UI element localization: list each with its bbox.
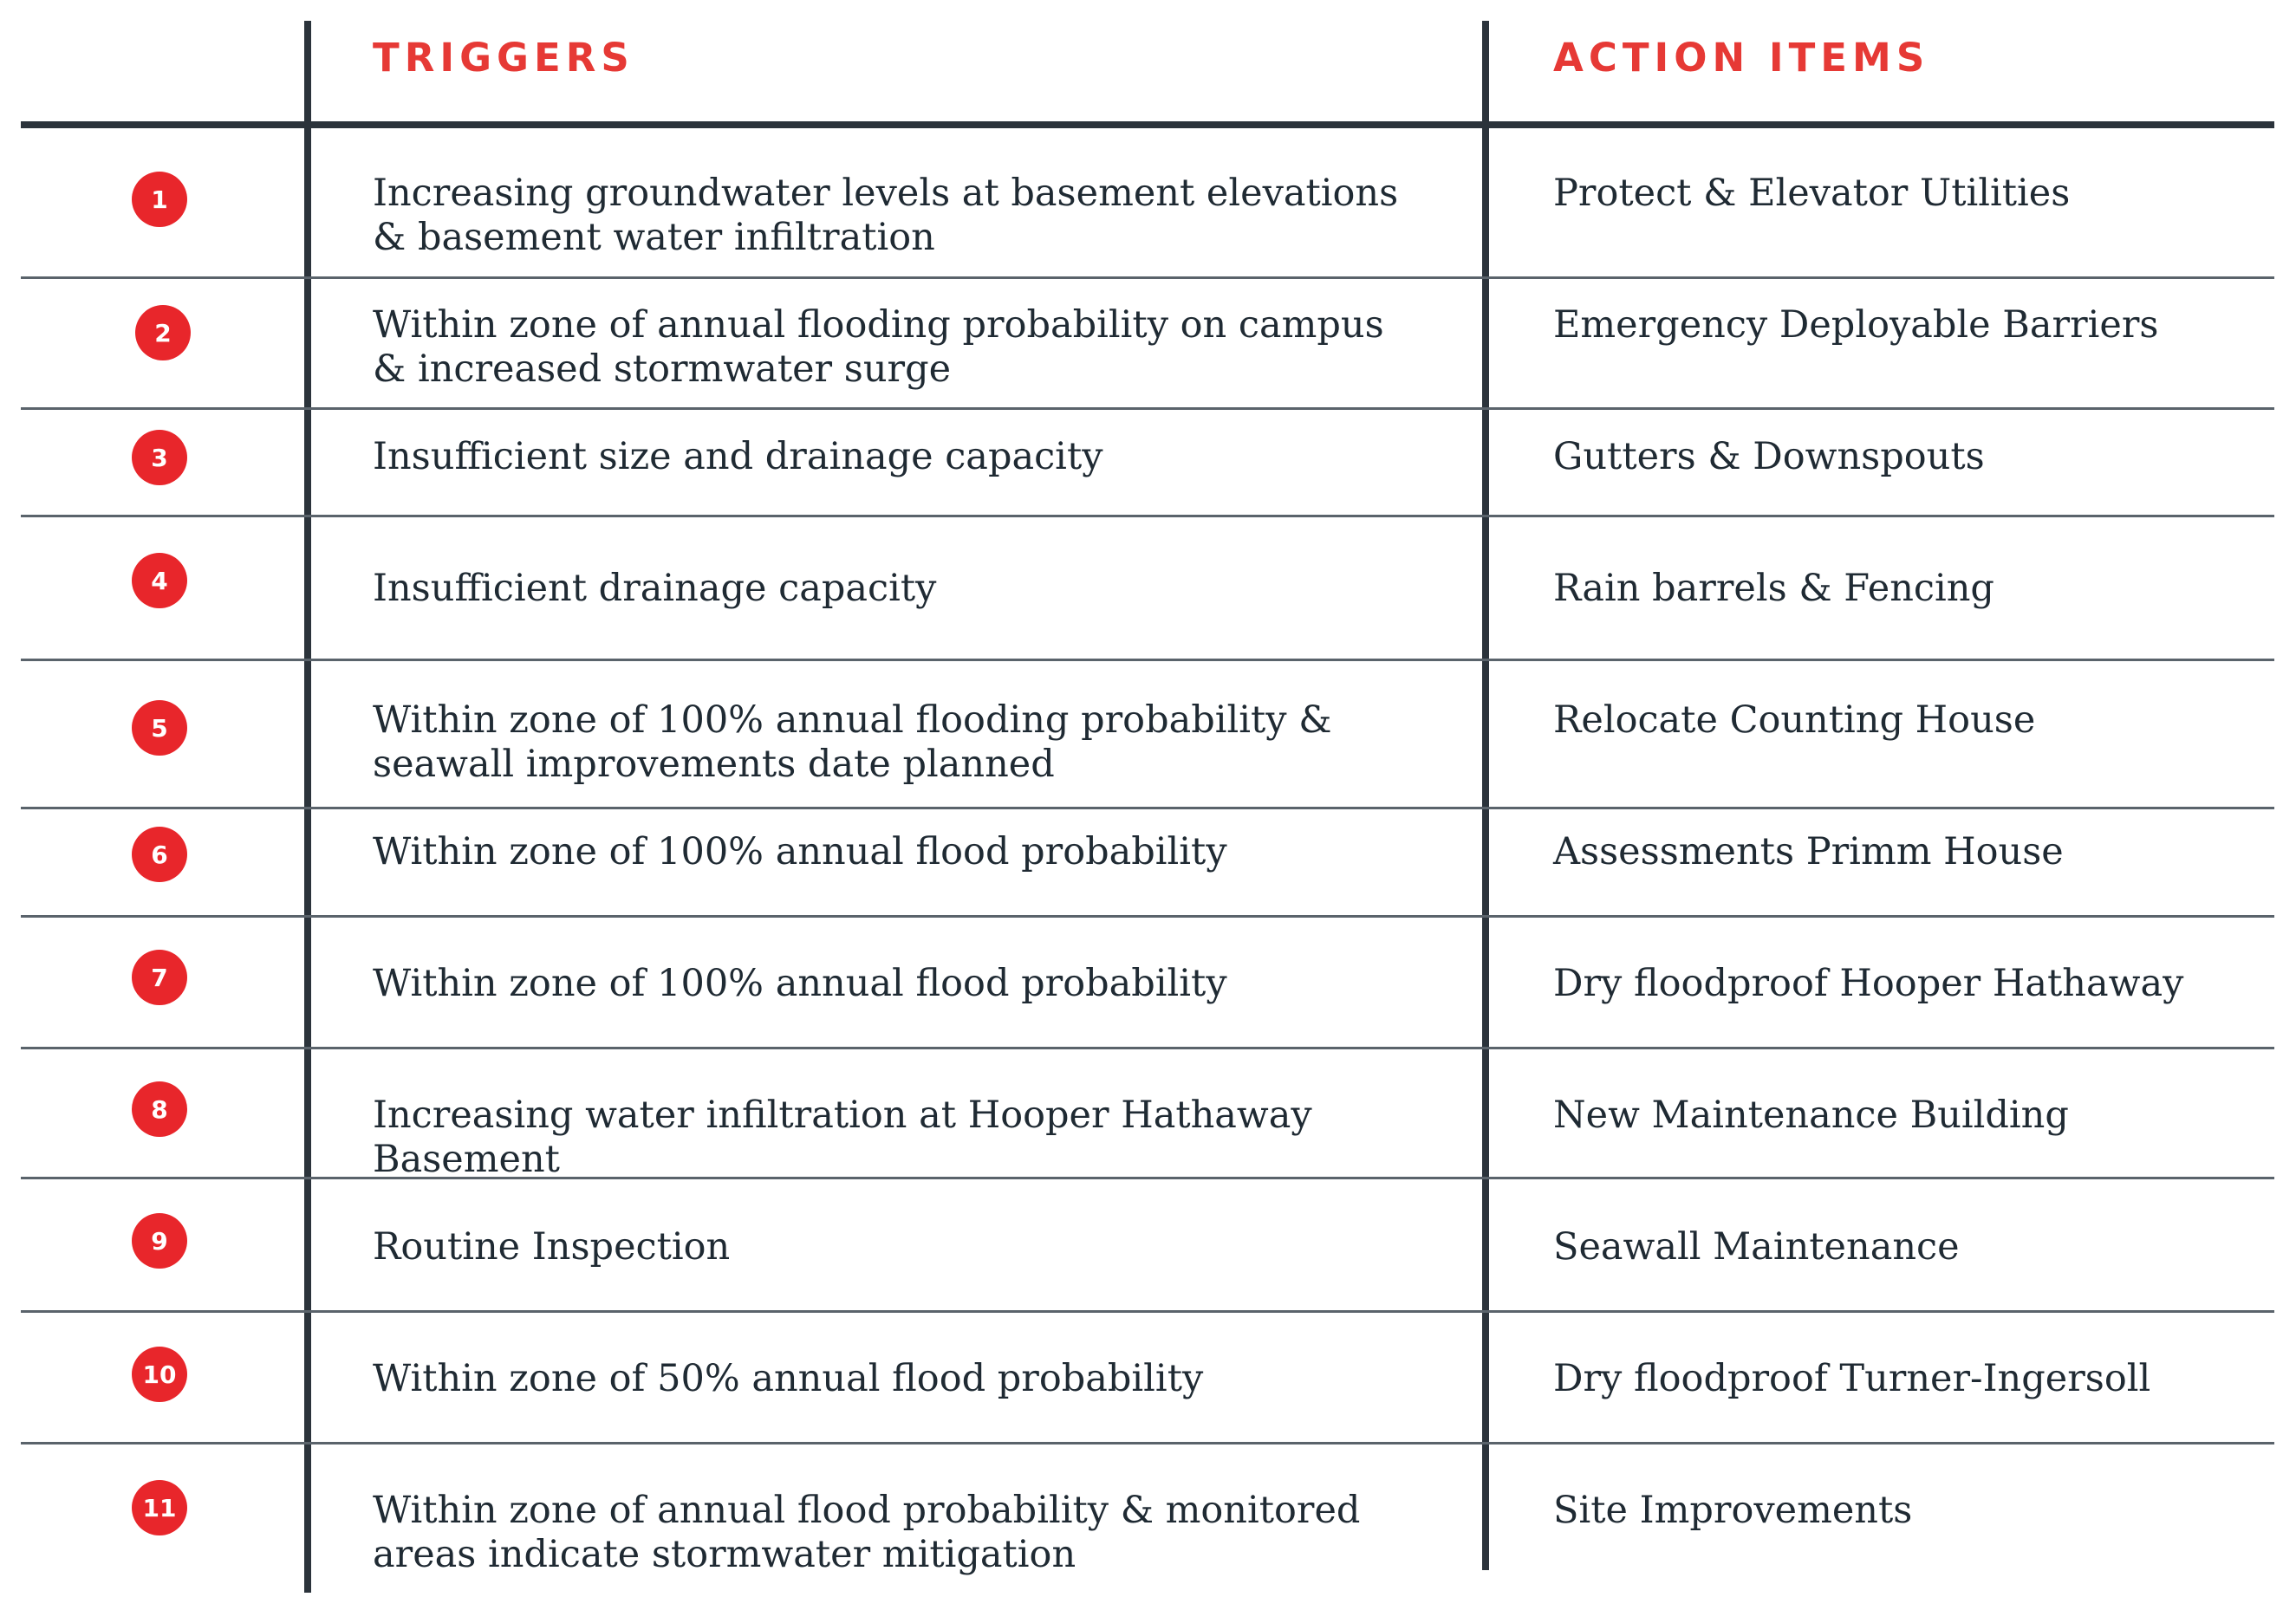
- row-number-badge: 2: [135, 305, 191, 360]
- action-item-text: Emergency Deployable Barriers: [1553, 303, 2159, 347]
- trigger-text: Increasing water infiltration at Hooper Hathaway Basement: [373, 1094, 1312, 1181]
- action-item-text: Protect & Elevator Utilities: [1553, 172, 2071, 215]
- row-divider: [21, 659, 2274, 661]
- triggers-header: TRIGGERS: [373, 35, 634, 81]
- column-divider-right: [1482, 21, 1489, 1570]
- row-number-badge: 8: [132, 1081, 187, 1137]
- action-item-text: Site Improvements: [1553, 1489, 1913, 1532]
- row-number-badge: 3: [132, 430, 187, 485]
- trigger-text: Within zone of 100% annual flood probability: [373, 830, 1227, 873]
- action-item-text: Rain barrels & Fencing: [1553, 567, 1994, 610]
- row-number-badge: 10: [132, 1347, 187, 1402]
- trigger-text: Insufficient drainage capacity: [373, 567, 937, 610]
- action-items-header: ACTION ITEMS: [1553, 35, 1930, 81]
- row-divider: [21, 807, 2274, 809]
- action-item-text: Assessments Primm House: [1553, 830, 2064, 873]
- row-divider: [21, 407, 2274, 410]
- row-number-badge: 6: [132, 827, 187, 882]
- action-item-text: Gutters & Downspouts: [1553, 435, 1985, 478]
- row-divider: [21, 276, 2274, 279]
- trigger-text: Insufficient size and drainage capacity: [373, 435, 1103, 478]
- row-divider: [21, 915, 2274, 918]
- trigger-text: Within zone of 100% annual flood probability: [373, 962, 1227, 1005]
- row-divider: [21, 1442, 2274, 1444]
- trigger-text: Within zone of annual flooding probability on campus & increased stormwater surge: [373, 303, 1384, 391]
- action-item-text: Seawall Maintenance: [1553, 1225, 1960, 1269]
- row-number-badge: 9: [132, 1213, 187, 1269]
- row-divider: [21, 1310, 2274, 1313]
- row-number-badge: 11: [132, 1480, 187, 1535]
- action-item-text: Dry floodproof Turner-Ingersoll: [1553, 1357, 2151, 1400]
- row-number-badge: 7: [132, 950, 187, 1005]
- trigger-text: Within zone of annual flood probability & monitored areas indicate stormwater mitigation: [373, 1489, 1361, 1576]
- trigger-text: Within zone of 100% annual flooding probability & seawall improvements date planned: [373, 698, 1332, 786]
- row-number-badge: 1: [132, 172, 187, 227]
- row-number-badge: 4: [132, 553, 187, 608]
- row-divider: [21, 515, 2274, 517]
- header-rule: [21, 121, 2274, 128]
- row-divider: [21, 1047, 2274, 1049]
- row-number-badge: 5: [132, 700, 187, 756]
- action-item-text: Dry floodproof Hooper Hathaway: [1553, 962, 2184, 1005]
- trigger-text: Within zone of 50% annual flood probability: [373, 1357, 1204, 1400]
- trigger-text: Increasing groundwater levels at basement elevations & basement water infiltration: [373, 172, 1399, 259]
- action-item-text: Relocate Counting House: [1553, 698, 2036, 742]
- action-item-text: New Maintenance Building: [1553, 1094, 2069, 1137]
- trigger-text: Routine Inspection: [373, 1225, 731, 1269]
